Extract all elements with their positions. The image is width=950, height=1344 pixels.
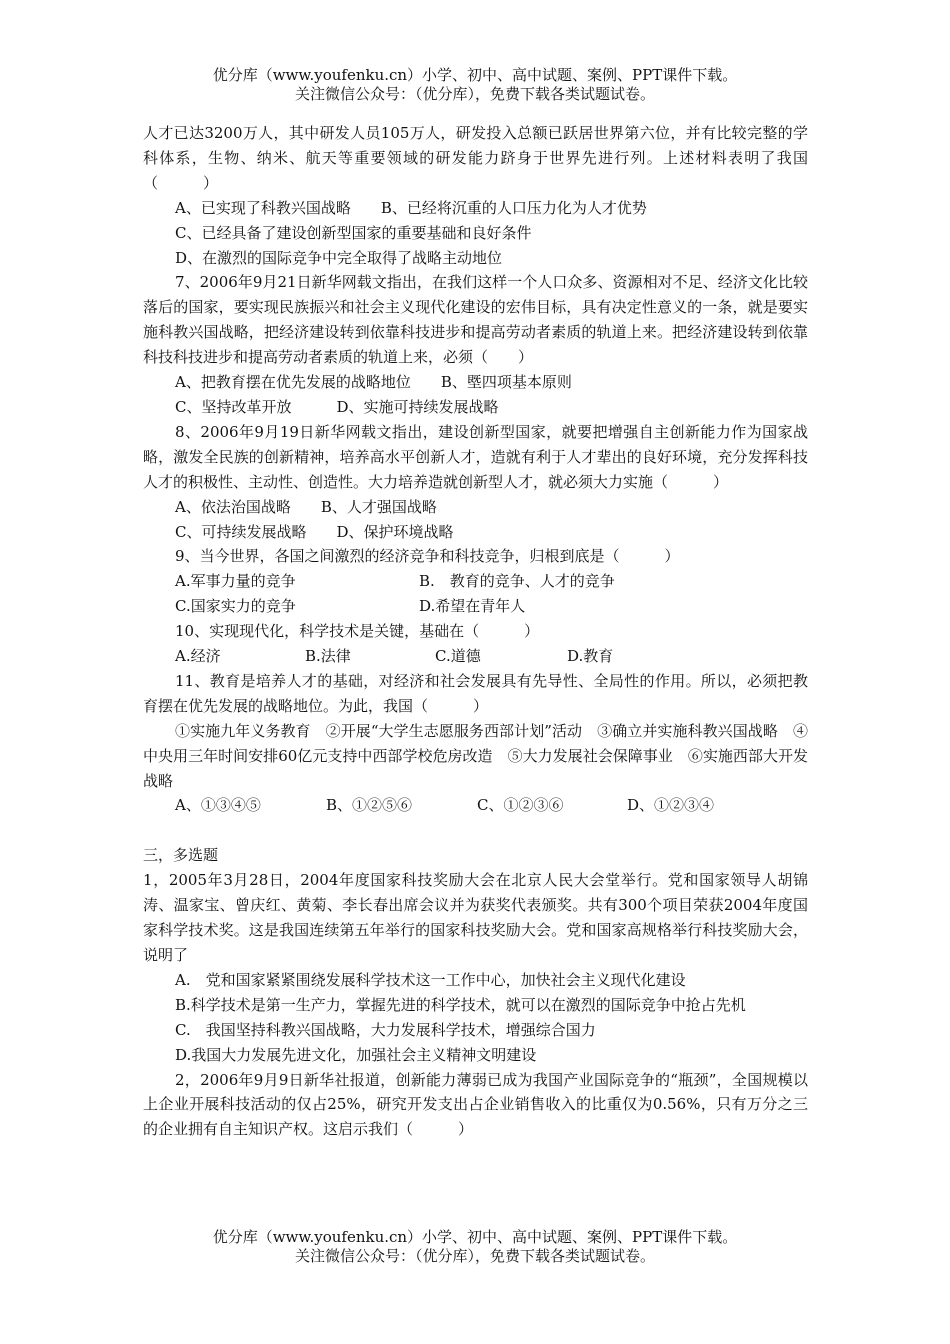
q10-option-b: B.法律 — [305, 647, 351, 666]
q9-option-a: A.军事力量的竞争 — [175, 572, 296, 591]
q8-stem: 8、2006年9月19日新华网载文指出，建设创新型国家，就要把增强自主创新能力作为国家战略，激发全民族的创新精神，培养高水平创新人才，造就有利于人才辈出的良好环境，充分发挥科技人才的积极性、主动性、创造性。大力培养造就创新型人才，就必须大力实施（ ） — [143, 422, 808, 491]
q8-options-cd: C、可持续发展战略 D、保护环境战略 — [175, 522, 454, 541]
q6-option-c: C、已经具备了建设创新型国家的重要基础和良好条件 — [175, 223, 532, 242]
m1-option-a: A. 党和国家紧紧围绕发展科学技术这一工作中心，加快社会主义现代化建设 — [175, 970, 686, 989]
section-3-title: 三，多选题 — [143, 846, 219, 865]
q10-option-c: C.道德 — [435, 647, 481, 666]
footer-line-2: 关注微信公众号：（优分库），免费下载各类试题试卷。 — [294, 1247, 655, 1265]
footer-line-1: 优分库（www.youfenku.cn）小学、初中、高中试题、案例、PPT课件下载。 — [212, 1228, 738, 1246]
q7-options-cd: C、坚持改革开放 D、实施可持续发展战略 — [175, 397, 499, 416]
q11-options-row — [143, 793, 808, 818]
page-footer — [0, 1228, 950, 1266]
m1-option-c: C. 我国坚持科教兴国战略，大力发展科学技术，增强综合国力 — [175, 1020, 596, 1039]
q9-option-b: B. 教育的竞争、人才的竞争 — [419, 572, 615, 591]
q11-option-b: B、①②⑤⑥ — [326, 796, 413, 815]
q7-options-ab: A、把教育摆在优先发展的战略地位 B、塈四项基本原则 — [175, 373, 572, 392]
m2-stem: 2，2006年9月9日新华社报道，创新能力薄弱已成为我国产业国际竞争的“瓶颈”，全国规模以上企业开展科技活动的仅占25%，研究开发支出占企业销售收入的比重仅为0.56%，只有万分之三的企业拥有自主知识产权。这启示我们（ ） — [143, 1070, 808, 1139]
q11-items: ①实施九年义务教育 ②开展“大学生志愿服务西部计划”活动 ③确立并实施科教兴国战略 ④中央用三年时间安排60亿元支持中西部学校危房改造 ⑤大力发展社会保障事业 ⑥实施西部大开发战略 — [143, 721, 808, 790]
header-line-2: 关注微信公众号：（优分库），免费下载各类试题试卷。 — [294, 85, 655, 103]
q7-stem: 7、2006年9月21日新华网载文指出，在我们这样一个人口众多、资源相对不足、经济文化比较落后的国家，要实现民族振兴和社会主义现代化建设的宏伟目标，具有决定性意义的一条，就是要实施科教兴国战略，把经济建设转到依靠科技进步和提高劳动者素质的轨道上来。把经济建设转到依靠科技科技进步和提高劳动者素质的轨道上来，必须（ ） — [143, 273, 808, 367]
m1-option-d: D.我国大力发展先进文化，加强社会主义精神文明建设 — [175, 1045, 537, 1064]
q6-option-d: D、在激烈的国际竞争中完全取得了战略主动地位 — [175, 248, 503, 267]
q10-stem: 10、实现现代化，科学技术是关键，基础在（ ） — [175, 622, 540, 641]
q9-stem: 9、当今世界，各国之间激烈的经济竞争和科技竞争，归根到底是（ ） — [175, 547, 680, 566]
m1-stem: 1，2005年3月28日，2004年度国家科技奖励大会在北京人民大会堂举行。党和国家领导人胡锦涛、温家宝、曾庆红、黄菊、李长春出席会议并为获奖代表颁奖。共有300个项目荣获2004年度国家科学技术奖。这是我国连续第五年举行的国家科技奖励大会。党和国家高规格举行科技奖励大会，说明了 — [143, 871, 808, 964]
q11-option-c: C、①②③⑥ — [477, 796, 564, 815]
header-line-1: 优分库（www.youfenku.cn）小学、初中、高中试题、案例、PPT课件下载。 — [212, 66, 738, 84]
q11-option-d: D、①②③④ — [627, 796, 715, 815]
q9-options-row-2 — [143, 594, 808, 619]
q9-options-row-1 — [143, 569, 808, 594]
q8-options-ab: A、依法治国战略 B、人才强国战略 — [175, 497, 437, 516]
document-body — [143, 121, 808, 1142]
m1-option-b: B.科学技术是第一生产力，掌握先进的科学技术，就可以在激烈的国际竞争中抢占先机 — [175, 995, 746, 1014]
q10-options-row — [143, 644, 808, 669]
section-spacer — [143, 818, 808, 843]
page-header — [0, 66, 950, 104]
q10-option-d: D.教育 — [567, 647, 614, 666]
q11-stem: 11、教育是培养人才的基础，对经济和社会发展具有先导性、全局性的作用。所以，必须把教育摆在优先发展的战略地位。为此，我国（ ） — [143, 671, 808, 715]
q6-stem: 人才已达3200万人，其中研发人员105万人，研发投入总额已跃居世界第六位，并有比较完整的学科体系，生物、纳米、航天等重要领域的研发能力跻身于世界先进行列。上述材料表明了我国（ ） — [143, 124, 808, 192]
q9-option-d: D.希望在青年人 — [419, 597, 526, 616]
q11-option-a: A、①③④⑤ — [175, 796, 261, 815]
q10-option-a: A.经济 — [175, 647, 221, 666]
q6-options-ab: A、已实现了科教兴国战略 B、已经将沉重的人口压力化为人才优势 — [175, 198, 647, 217]
q9-option-c: C.国家实力的竞争 — [175, 597, 296, 616]
